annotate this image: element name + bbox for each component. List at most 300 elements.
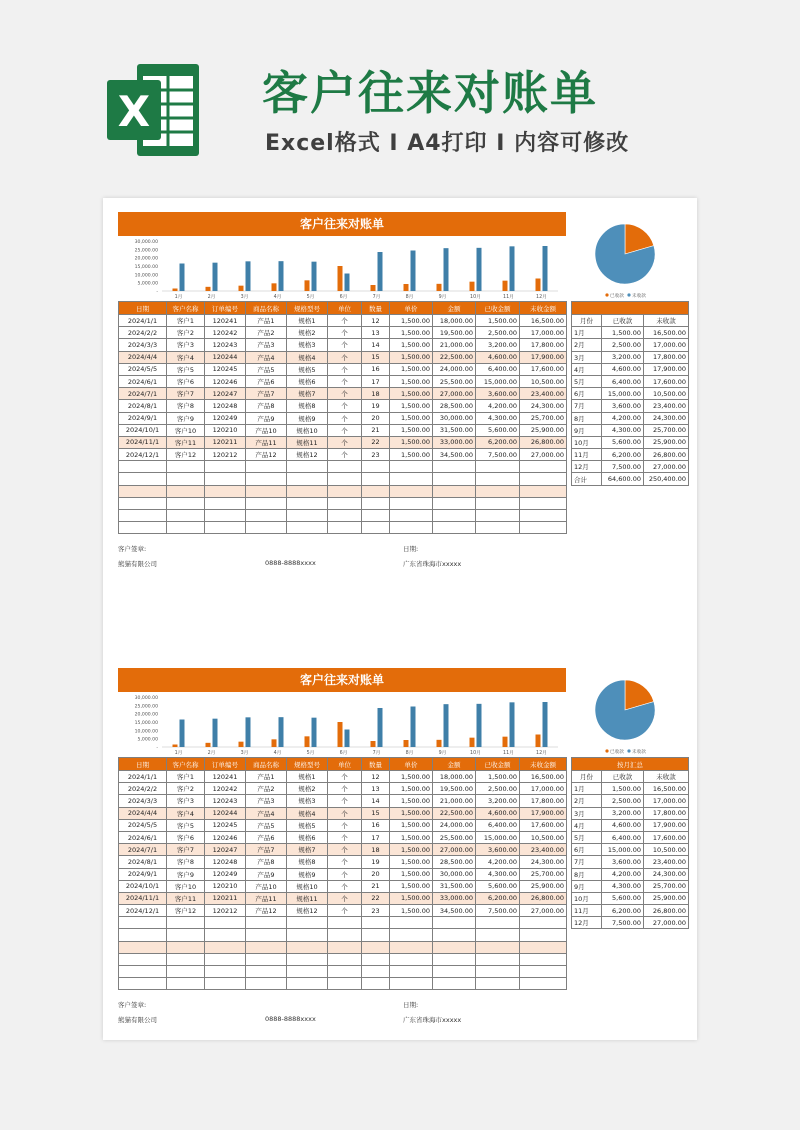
table-cell[interactable]: 产品10 (246, 880, 287, 892)
summary-cell[interactable]: 7月 (572, 400, 602, 412)
table-cell[interactable] (287, 953, 328, 965)
table-cell[interactable]: 1,500.00 (390, 388, 433, 400)
table-cell[interactable]: 2024/9/1 (119, 412, 167, 424)
table-cell[interactable] (433, 485, 476, 497)
table-cell[interactable]: 个 (328, 363, 362, 375)
table-cell[interactable]: 个 (328, 400, 362, 412)
table-cell[interactable]: 客户7 (167, 844, 205, 856)
table-cell[interactable]: 7,500.00 (476, 905, 520, 917)
table-cell[interactable] (205, 917, 246, 929)
table-cell[interactable] (328, 941, 362, 953)
table-cell[interactable]: 产品9 (246, 412, 287, 424)
table-cell[interactable] (287, 978, 328, 990)
table-cell[interactable]: 6,400.00 (476, 819, 520, 831)
table-cell[interactable]: 4,300.00 (476, 868, 520, 880)
table-cell[interactable]: 产品2 (246, 327, 287, 339)
table-cell[interactable]: 19,500.00 (433, 783, 476, 795)
summary-cell[interactable]: 15,000.00 (602, 844, 644, 856)
table-cell[interactable]: 5,600.00 (476, 880, 520, 892)
table-cell[interactable] (328, 497, 362, 509)
table-cell[interactable] (119, 953, 167, 965)
table-cell[interactable] (167, 473, 205, 485)
table-cell[interactable]: 客户3 (167, 795, 205, 807)
table-cell[interactable] (362, 917, 390, 929)
table-cell[interactable] (119, 929, 167, 941)
table-cell[interactable] (246, 497, 287, 509)
summary-cell[interactable]: 4,300.00 (602, 424, 644, 436)
table-cell[interactable]: 120248 (205, 856, 246, 868)
table-cell[interactable]: 15,000.00 (476, 375, 520, 387)
table-cell[interactable] (362, 929, 390, 941)
table-cell[interactable] (119, 510, 167, 522)
table-cell[interactable]: 产品1 (246, 315, 287, 327)
table-cell[interactable]: 2024/6/1 (119, 375, 167, 387)
table-cell[interactable]: 120249 (205, 868, 246, 880)
table-cell[interactable]: 22 (362, 892, 390, 904)
table-cell[interactable]: 客户8 (167, 400, 205, 412)
summary-cell[interactable]: 26,800.00 (644, 905, 689, 917)
table-cell[interactable]: 25,500.00 (433, 375, 476, 387)
table-cell[interactable]: 1,500.00 (390, 400, 433, 412)
table-cell[interactable]: 产品3 (246, 339, 287, 351)
table-cell[interactable]: 1,500.00 (390, 315, 433, 327)
table-cell[interactable]: 17,000.00 (520, 783, 567, 795)
table-cell[interactable] (167, 497, 205, 509)
table-cell[interactable] (390, 953, 433, 965)
table-cell[interactable]: 产品12 (246, 905, 287, 917)
summary-cell[interactable]: 1,500.00 (602, 327, 644, 339)
table-cell[interactable]: 2024/3/3 (119, 339, 167, 351)
table-cell[interactable]: 120211 (205, 436, 246, 448)
table-cell[interactable] (246, 485, 287, 497)
table-cell[interactable] (205, 978, 246, 990)
summary-cell[interactable]: 25,900.00 (644, 892, 689, 904)
table-cell[interactable] (205, 941, 246, 953)
table-cell[interactable]: 1,500.00 (390, 892, 433, 904)
table-cell[interactable]: 个 (328, 327, 362, 339)
table-cell[interactable]: 17,900.00 (520, 807, 567, 819)
table-cell[interactable] (433, 917, 476, 929)
table-cell[interactable]: 规格10 (287, 424, 328, 436)
table-cell[interactable] (167, 461, 205, 473)
table-cell[interactable]: 18 (362, 844, 390, 856)
table-cell[interactable]: 120245 (205, 363, 246, 375)
summary-cell[interactable]: 250,400.00 (644, 473, 689, 485)
table-cell[interactable] (328, 485, 362, 497)
summary-cell[interactable]: 2,500.00 (602, 795, 644, 807)
table-cell[interactable]: 6,400.00 (476, 363, 520, 375)
table-cell[interactable] (362, 510, 390, 522)
table-cell[interactable]: 1,500.00 (390, 339, 433, 351)
table-cell[interactable]: 规格9 (287, 868, 328, 880)
summary-cell[interactable]: 25,900.00 (644, 436, 689, 448)
table-cell[interactable]: 34,500.00 (433, 905, 476, 917)
table-cell[interactable]: 25,500.00 (433, 831, 476, 843)
table-cell[interactable] (520, 917, 567, 929)
table-cell[interactable]: 2024/12/1 (119, 449, 167, 461)
table-cell[interactable]: 个 (328, 905, 362, 917)
summary-cell[interactable]: 3,200.00 (602, 807, 644, 819)
table-cell[interactable]: 2024/3/3 (119, 795, 167, 807)
table-cell[interactable] (520, 461, 567, 473)
table-cell[interactable]: 产品7 (246, 388, 287, 400)
summary-cell[interactable]: 12月 (572, 917, 602, 929)
table-cell[interactable]: 2024/6/1 (119, 831, 167, 843)
table-cell[interactable]: 客户9 (167, 412, 205, 424)
summary-cell[interactable]: 16,500.00 (644, 327, 689, 339)
table-cell[interactable]: 16,500.00 (520, 315, 567, 327)
summary-cell[interactable]: 6月 (572, 388, 602, 400)
table-cell[interactable] (390, 522, 433, 534)
table-cell[interactable]: 客户1 (167, 771, 205, 783)
table-cell[interactable]: 28,500.00 (433, 856, 476, 868)
summary-cell[interactable]: 2,500.00 (602, 339, 644, 351)
table-cell[interactable] (362, 473, 390, 485)
summary-cell[interactable]: 11月 (572, 905, 602, 917)
table-cell[interactable] (476, 510, 520, 522)
table-cell[interactable]: 120243 (205, 339, 246, 351)
table-cell[interactable] (328, 929, 362, 941)
table-cell[interactable]: 产品11 (246, 892, 287, 904)
table-cell[interactable] (119, 522, 167, 534)
table-cell[interactable]: 客户10 (167, 880, 205, 892)
table-cell[interactable] (520, 941, 567, 953)
table-cell[interactable] (167, 485, 205, 497)
table-cell[interactable]: 16,500.00 (520, 771, 567, 783)
table-cell[interactable]: 规格8 (287, 400, 328, 412)
table-cell[interactable]: 4,600.00 (476, 807, 520, 819)
table-cell[interactable]: 规格2 (287, 327, 328, 339)
summary-cell[interactable]: 26,800.00 (644, 449, 689, 461)
table-cell[interactable]: 2024/4/4 (119, 807, 167, 819)
table-cell[interactable] (205, 497, 246, 509)
table-cell[interactable]: 规格7 (287, 388, 328, 400)
table-cell[interactable]: 31,500.00 (433, 880, 476, 892)
table-cell[interactable] (328, 978, 362, 990)
table-cell[interactable]: 120210 (205, 424, 246, 436)
table-cell[interactable] (287, 966, 328, 978)
summary-cell[interactable]: 3月 (572, 807, 602, 819)
table-cell[interactable]: 产品11 (246, 436, 287, 448)
table-cell[interactable]: 2024/1/1 (119, 315, 167, 327)
table-cell[interactable]: 2,500.00 (476, 783, 520, 795)
table-cell[interactable]: 23,400.00 (520, 844, 567, 856)
table-cell[interactable]: 2024/2/2 (119, 327, 167, 339)
table-cell[interactable]: 2024/5/5 (119, 819, 167, 831)
summary-cell[interactable]: 3,600.00 (602, 856, 644, 868)
summary-cell[interactable]: 9月 (572, 424, 602, 436)
table-cell[interactable]: 21,000.00 (433, 339, 476, 351)
table-cell[interactable]: 产品1 (246, 771, 287, 783)
table-cell[interactable]: 22 (362, 436, 390, 448)
table-cell[interactable] (433, 966, 476, 978)
table-cell[interactable]: 24,000.00 (433, 363, 476, 375)
summary-cell[interactable]: 23,400.00 (644, 856, 689, 868)
table-cell[interactable]: 120211 (205, 892, 246, 904)
table-cell[interactable]: 客户5 (167, 819, 205, 831)
table-cell[interactable]: 24,300.00 (520, 856, 567, 868)
table-cell[interactable] (205, 522, 246, 534)
table-cell[interactable]: 6,200.00 (476, 892, 520, 904)
table-cell[interactable] (362, 497, 390, 509)
table-cell[interactable]: 33,000.00 (433, 892, 476, 904)
table-cell[interactable] (520, 966, 567, 978)
table-cell[interactable]: 个 (328, 844, 362, 856)
summary-cell[interactable]: 17,800.00 (644, 351, 689, 363)
table-cell[interactable]: 客户12 (167, 905, 205, 917)
summary-cell[interactable]: 11月 (572, 449, 602, 461)
table-cell[interactable]: 20 (362, 412, 390, 424)
table-cell[interactable]: 17,600.00 (520, 363, 567, 375)
table-cell[interactable] (167, 917, 205, 929)
table-cell[interactable] (390, 473, 433, 485)
table-cell[interactable] (476, 966, 520, 978)
summary-cell[interactable]: 4,600.00 (602, 363, 644, 375)
summary-cell[interactable]: 17,000.00 (644, 339, 689, 351)
table-cell[interactable]: 21 (362, 880, 390, 892)
table-cell[interactable] (433, 941, 476, 953)
table-cell[interactable] (362, 522, 390, 534)
table-cell[interactable]: 120244 (205, 351, 246, 363)
table-cell[interactable]: 3,200.00 (476, 795, 520, 807)
summary-cell[interactable]: 6,200.00 (602, 449, 644, 461)
table-cell[interactable]: 2024/9/1 (119, 868, 167, 880)
table-cell[interactable]: 2024/11/1 (119, 436, 167, 448)
table-cell[interactable]: 个 (328, 819, 362, 831)
table-cell[interactable]: 2024/8/1 (119, 400, 167, 412)
table-cell[interactable]: 客户4 (167, 807, 205, 819)
table-cell[interactable]: 13 (362, 327, 390, 339)
table-cell[interactable]: 1,500.00 (390, 795, 433, 807)
table-cell[interactable]: 规格1 (287, 315, 328, 327)
table-cell[interactable]: 1,500.00 (390, 831, 433, 843)
table-cell[interactable]: 规格11 (287, 436, 328, 448)
table-cell[interactable] (287, 522, 328, 534)
summary-cell[interactable]: 6月 (572, 844, 602, 856)
table-cell[interactable]: 120249 (205, 412, 246, 424)
table-cell[interactable] (119, 461, 167, 473)
summary-cell[interactable]: 4,200.00 (602, 868, 644, 880)
summary-cell[interactable]: 5,600.00 (602, 892, 644, 904)
table-cell[interactable]: 24,000.00 (433, 819, 476, 831)
table-cell[interactable]: 19,500.00 (433, 327, 476, 339)
table-cell[interactable] (362, 461, 390, 473)
table-cell[interactable] (362, 978, 390, 990)
table-cell[interactable]: 120210 (205, 880, 246, 892)
table-cell[interactable] (119, 978, 167, 990)
summary-cell[interactable]: 12月 (572, 461, 602, 473)
summary-cell[interactable]: 9月 (572, 880, 602, 892)
table-cell[interactable]: 25,700.00 (520, 412, 567, 424)
summary-cell[interactable]: 1,500.00 (602, 783, 644, 795)
table-cell[interactable] (476, 941, 520, 953)
table-cell[interactable] (246, 978, 287, 990)
table-cell[interactable] (476, 522, 520, 534)
table-cell[interactable] (362, 485, 390, 497)
table-cell[interactable]: 规格6 (287, 375, 328, 387)
summary-cell[interactable]: 25,700.00 (644, 424, 689, 436)
table-cell[interactable]: 产品10 (246, 424, 287, 436)
summary-cell[interactable]: 8月 (572, 412, 602, 424)
table-cell[interactable]: 17 (362, 831, 390, 843)
table-cell[interactable]: 规格8 (287, 856, 328, 868)
table-cell[interactable] (520, 510, 567, 522)
table-cell[interactable]: 1,500.00 (390, 436, 433, 448)
table-cell[interactable]: 规格5 (287, 819, 328, 831)
table-cell[interactable]: 18,000.00 (433, 315, 476, 327)
table-cell[interactable]: 120241 (205, 315, 246, 327)
table-cell[interactable] (246, 941, 287, 953)
table-cell[interactable]: 25,900.00 (520, 424, 567, 436)
table-cell[interactable]: 6,200.00 (476, 436, 520, 448)
table-cell[interactable] (119, 485, 167, 497)
table-cell[interactable] (119, 473, 167, 485)
summary-cell[interactable]: 6,400.00 (602, 831, 644, 843)
table-cell[interactable]: 1,500.00 (390, 449, 433, 461)
summary-cell[interactable]: 4月 (572, 363, 602, 375)
table-cell[interactable]: 18 (362, 388, 390, 400)
table-cell[interactable]: 2024/4/4 (119, 351, 167, 363)
table-cell[interactable] (433, 510, 476, 522)
table-cell[interactable]: 个 (328, 856, 362, 868)
summary-cell[interactable]: 17,900.00 (644, 819, 689, 831)
table-cell[interactable]: 17,800.00 (520, 795, 567, 807)
table-cell[interactable] (167, 978, 205, 990)
table-cell[interactable]: 25,900.00 (520, 880, 567, 892)
summary-cell[interactable]: 1月 (572, 783, 602, 795)
table-cell[interactable]: 规格10 (287, 880, 328, 892)
table-cell[interactable]: 个 (328, 436, 362, 448)
table-cell[interactable]: 23 (362, 905, 390, 917)
table-cell[interactable] (205, 510, 246, 522)
table-cell[interactable]: 30,000.00 (433, 868, 476, 880)
table-cell[interactable] (433, 473, 476, 485)
table-cell[interactable] (328, 917, 362, 929)
table-cell[interactable]: 规格6 (287, 831, 328, 843)
table-cell[interactable] (287, 510, 328, 522)
summary-cell[interactable]: 2月 (572, 339, 602, 351)
table-cell[interactable]: 15 (362, 351, 390, 363)
table-cell[interactable]: 1,500.00 (390, 783, 433, 795)
table-cell[interactable]: 21 (362, 424, 390, 436)
table-cell[interactable] (476, 461, 520, 473)
summary-cell[interactable]: 4,600.00 (602, 819, 644, 831)
table-cell[interactable]: 1,500.00 (390, 807, 433, 819)
table-cell[interactable]: 规格12 (287, 449, 328, 461)
summary-cell[interactable]: 4,300.00 (602, 880, 644, 892)
table-cell[interactable]: 1,500.00 (476, 315, 520, 327)
table-cell[interactable]: 规格4 (287, 807, 328, 819)
table-cell[interactable] (287, 473, 328, 485)
table-cell[interactable]: 19 (362, 400, 390, 412)
table-cell[interactable]: 2024/8/1 (119, 856, 167, 868)
table-cell[interactable]: 10,500.00 (520, 375, 567, 387)
table-cell[interactable]: 个 (328, 880, 362, 892)
table-cell[interactable] (287, 497, 328, 509)
table-cell[interactable]: 1,500.00 (390, 844, 433, 856)
table-cell[interactable] (167, 953, 205, 965)
table-cell[interactable]: 产品3 (246, 795, 287, 807)
table-cell[interactable]: 个 (328, 339, 362, 351)
table-cell[interactable]: 17,000.00 (520, 327, 567, 339)
table-cell[interactable]: 12 (362, 315, 390, 327)
table-cell[interactable]: 个 (328, 424, 362, 436)
table-cell[interactable] (362, 966, 390, 978)
table-cell[interactable]: 18,000.00 (433, 771, 476, 783)
summary-cell[interactable]: 27,000.00 (644, 917, 689, 929)
summary-cell[interactable]: 7,500.00 (602, 917, 644, 929)
table-cell[interactable] (390, 497, 433, 509)
summary-cell[interactable]: 17,000.00 (644, 795, 689, 807)
table-cell[interactable]: 个 (328, 807, 362, 819)
summary-cell[interactable]: 4月 (572, 819, 602, 831)
table-cell[interactable]: 产品8 (246, 856, 287, 868)
table-cell[interactable]: 客户11 (167, 892, 205, 904)
table-cell[interactable] (205, 929, 246, 941)
table-cell[interactable]: 17,800.00 (520, 339, 567, 351)
table-cell[interactable]: 规格5 (287, 363, 328, 375)
summary-cell[interactable]: 17,600.00 (644, 831, 689, 843)
summary-cell[interactable]: 27,000.00 (644, 461, 689, 473)
table-cell[interactable]: 1,500.00 (390, 351, 433, 363)
table-cell[interactable] (287, 461, 328, 473)
table-cell[interactable] (520, 929, 567, 941)
table-cell[interactable]: 客户9 (167, 868, 205, 880)
table-cell[interactable]: 120212 (205, 449, 246, 461)
summary-cell[interactable]: 15,000.00 (602, 388, 644, 400)
summary-cell[interactable]: 25,700.00 (644, 880, 689, 892)
table-cell[interactable]: 个 (328, 412, 362, 424)
table-cell[interactable] (390, 917, 433, 929)
table-cell[interactable] (328, 461, 362, 473)
summary-cell[interactable]: 10月 (572, 436, 602, 448)
table-cell[interactable]: 34,500.00 (433, 449, 476, 461)
table-cell[interactable]: 产品7 (246, 844, 287, 856)
table-cell[interactable]: 7,500.00 (476, 449, 520, 461)
table-cell[interactable]: 17,600.00 (520, 819, 567, 831)
table-cell[interactable] (287, 941, 328, 953)
table-cell[interactable]: 16 (362, 819, 390, 831)
table-cell[interactable]: 个 (328, 351, 362, 363)
summary-cell[interactable]: 24,300.00 (644, 868, 689, 880)
table-cell[interactable] (433, 929, 476, 941)
summary-cell[interactable]: 10,500.00 (644, 844, 689, 856)
table-cell[interactable] (246, 522, 287, 534)
table-cell[interactable] (246, 461, 287, 473)
table-cell[interactable]: 1,500.00 (390, 375, 433, 387)
table-cell[interactable]: 4,600.00 (476, 351, 520, 363)
table-cell[interactable]: 规格3 (287, 795, 328, 807)
table-cell[interactable] (520, 473, 567, 485)
table-cell[interactable] (476, 473, 520, 485)
table-cell[interactable]: 27,000.00 (433, 388, 476, 400)
table-cell[interactable]: 2024/7/1 (119, 388, 167, 400)
table-cell[interactable]: 14 (362, 795, 390, 807)
table-cell[interactable]: 产品4 (246, 351, 287, 363)
summary-cell[interactable]: 16,500.00 (644, 783, 689, 795)
table-cell[interactable] (328, 510, 362, 522)
table-cell[interactable] (328, 953, 362, 965)
table-cell[interactable] (246, 966, 287, 978)
summary-cell[interactable]: 10,500.00 (644, 388, 689, 400)
table-cell[interactable]: 1,500.00 (390, 905, 433, 917)
table-cell[interactable]: 27,000.00 (433, 844, 476, 856)
table-cell[interactable] (476, 953, 520, 965)
table-cell[interactable] (205, 966, 246, 978)
table-cell[interactable] (390, 929, 433, 941)
table-cell[interactable]: 1,500.00 (390, 771, 433, 783)
table-cell[interactable] (246, 510, 287, 522)
